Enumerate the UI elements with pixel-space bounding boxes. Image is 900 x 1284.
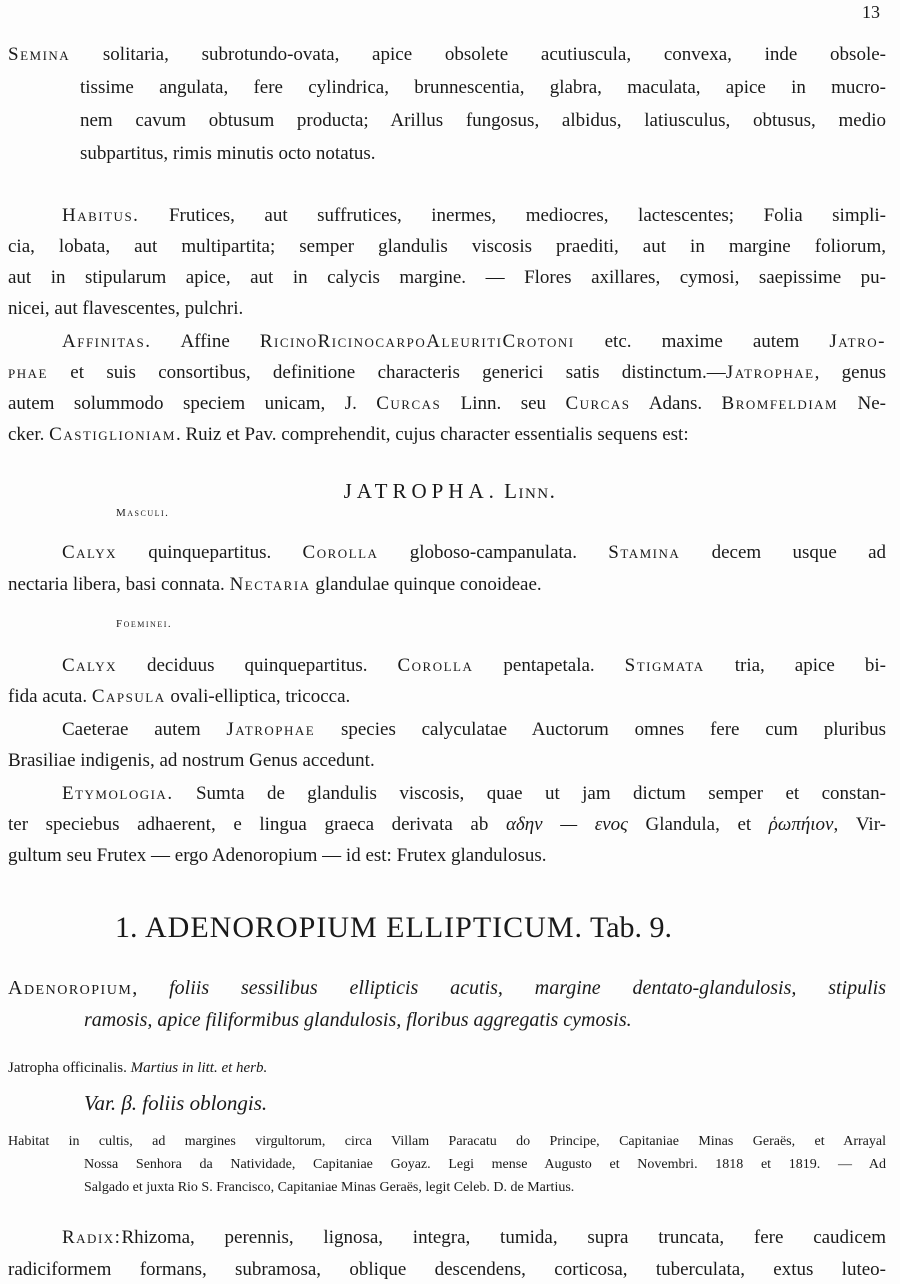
text-segment: quinquepartitus. [116,542,303,563]
semina-paragraph-line [8,38,886,71]
small-caps-term: Habitus. [62,205,140,226]
affinitas-paragraph-line [8,388,886,419]
small-caps-term: Stigmata [624,655,705,676]
small-caps-term: Nectaria [229,574,311,595]
text-segment: Sumta de glandulis viscosis, quae ut jam dictum semper et constan- [173,783,886,804]
text-segment: , [132,977,170,999]
synonym-line-line [8,1058,267,1078]
small-caps-term: Calyx [62,655,117,676]
text-segment: Salgado et juxta Rio S. Francisco, Capitaniae Minas Geraës, legit Celeb. D. de Martius. [84,1180,575,1195]
text-segment: Linn. seu [441,393,566,414]
italic-text: ῥωπήιον [768,814,834,835]
small-caps-term: Affinitas. [62,331,152,352]
habitus-paragraph-line [62,200,886,231]
text-segment: Caeterae autem [62,719,227,740]
habitat-paragraph-line [84,1153,886,1176]
diagnosis-paragraph-line [84,1004,632,1036]
text-segment: decem usque ad [680,542,887,563]
semina-paragraph-line [80,104,886,137]
small-caps-term: Jatrophae [725,362,815,383]
text-segment: deciduus quinquepartitus. [116,655,398,676]
text-segment: pentapetala. [473,655,625,676]
semina-paragraph-line [80,71,886,104]
text-segment: globoso-campanulata. [378,542,609,563]
small-caps-term: Ricino [259,331,318,352]
small-caps-term: Masculi. [116,507,170,519]
affinitas-paragraph-line [8,419,689,450]
foeminei-paragraph-line [62,650,886,681]
small-caps-term: Linn. [504,479,557,503]
habitus-paragraph-line [8,262,886,293]
text-segment: subpartitus, rimis minutis octo notatus. [80,143,376,164]
small-caps-term: Etymologia. [62,783,174,804]
foeminei-paragraph-line [8,681,350,712]
text-segment: nem cavum obtusum producta; Arillus fungosus, albidus, latiusculus, obtusus, medio [80,110,886,131]
habitus-paragraph-line [8,293,243,324]
masculi-paragraph-line [8,569,542,601]
text-segment: glandulae quinque conoideae. [310,574,542,595]
text-segment: , genus [814,362,887,383]
semina-paragraph-line [80,137,376,170]
text-segment: Glandula, et [627,814,769,835]
etymologia-paragraph-line [8,809,886,840]
species-title-line [115,908,672,948]
small-caps-term: Bromfeldiam [721,393,839,414]
text-segment: et suis consortibus, definitione characteris generici satis distinctum.— [47,362,726,383]
text-segment: gultum seu Frutex — ergo Adenoropium — id est: Frutex glandulosus. [8,845,547,866]
small-caps-term: Jatrophae [226,719,316,740]
text-segment: ADENOROPIUM ELLIPTICUM. [145,911,583,944]
small-caps-term: Foeminei. [116,618,173,630]
text-segment: solitaria, subrotundo-ovata, apice obsolete acutiuscula, convexa, inde obsole- [70,44,886,65]
text-segment: ovali-elliptica, tricocca. [165,686,351,707]
italic-text: αδην — ενος [505,814,628,835]
text-segment: Adans. [630,393,722,414]
text-segment: aut in stipularum apice, aut in calycis margine. — Flores axillares, cymosi, saepissime pu- [8,267,886,288]
small-caps-term: Ricinocarpo [317,331,427,352]
small-caps-term: Castiglioniam [49,424,176,445]
italic-text: ramosis, apice filiformibus glandulosis, floribus aggregatis cymosis. [84,1009,632,1031]
masculi-paragraph-line [62,537,886,569]
text-segment: fida acuta. [8,686,92,707]
habitat-paragraph-line [84,1176,574,1199]
text-segment: Nossa Senhora da Natividade, Capitaniae Goyaz. Legi mense Augusto et Novembri. 1818 et 1819. — Ad [84,1157,886,1172]
masculi-label-line [116,506,169,520]
text-segment: , Vir- [833,814,886,835]
habitus-paragraph-line [8,231,886,262]
small-caps-term: Radix: [62,1227,122,1248]
text-segment: JATROPHA. [343,479,499,503]
etymologia-paragraph-line [62,778,886,809]
diagnosis-paragraph-line [8,972,886,1004]
affinitas-paragraph-line [62,326,886,357]
page-number: 13 [862,2,880,22]
text-segment: etc. maxime autem [574,331,830,352]
text-segment: radiciformem formans, subramosa, oblique descendens, corticosa, tuberculata, extus luteo- [8,1259,886,1280]
text-segment: autem solummodo speciem unicam, J. [8,393,377,414]
small-caps-term: Aleuriti [426,331,503,352]
italic-text: Var. β. foliis oblongis. [84,1091,268,1115]
variety-line-line [84,1090,267,1116]
text-segment: nicei, aut flavescentes, pulchri. [8,298,244,319]
text-segment: Habitat in cultis, ad margines virgultorum, circa Villam Paracatu do Principe, Capitaniae Minas Geraës, et Arrayal [8,1134,886,1149]
text-segment: tissime angulata, fere cylindrica, brunnescentia, glabra, maculata, apice in mucro- [80,77,886,98]
text-segment: Rhizoma, perennis, lignosa, integra, tumida, supra truncata, fere caudicem [121,1227,886,1248]
small-caps-term: Stamina [608,542,681,563]
italic-text: Martius in litt. et herb. [130,1060,268,1076]
text-segment: Affine [151,331,260,352]
text-segment: species calyculatae Auctorum omnes fere cum pluribus [315,719,886,740]
italic-text: foliis sessilibus ellipticis acutis, margine dentato-glandulosis, stipulis [169,977,887,999]
small-caps-term: phae [8,362,48,383]
caeterae-paragraph-line [62,714,886,745]
small-caps-term: Crotoni [502,331,575,352]
small-caps-term: Jatro- [829,331,886,352]
text-segment: cker. [8,424,50,445]
radix-paragraph-line [8,1254,886,1284]
small-caps-term: Adenoropium [8,977,133,999]
small-caps-term: Calyx [62,542,117,563]
text-segment: cia, lobata, aut multipartita; semper glandulis viscosis praediti, aut in margine foliorum, [8,236,886,257]
affinitas-paragraph-line [8,357,886,388]
text-segment: Tab. 9. [583,911,673,944]
text-segment: tria, apice bi- [704,655,886,676]
caeterae-paragraph-line [8,745,375,776]
small-caps-term: Curcas [565,393,631,414]
small-caps-term: Corolla [302,542,379,563]
radix-paragraph-line [62,1222,886,1254]
text-segment: . Ruiz et Pav. comprehendit, cujus character essentialis sequens est: [175,424,689,445]
habitat-paragraph-line [8,1130,886,1153]
text-segment: Jatropha officinalis. [8,1060,131,1076]
small-caps-term: Curcas [376,393,442,414]
text-segment: nectaria libera, basi connata. [8,574,230,595]
text-segment: Brasiliae indigenis, ad nostrum Genus accedunt. [8,750,375,771]
foeminei-label-line [116,617,172,631]
text-segment: Frutices, aut suffrutices, inermes, mediocres, lactescentes; Folia simpli- [139,205,886,226]
text-segment: 1. [115,911,145,944]
etymologia-paragraph-line [8,840,546,871]
text-segment: ter speciebus adhaerent, e lingua graeca derivata ab [8,814,506,835]
small-caps-term: Semina [8,44,71,65]
genus-heading-line [0,476,900,506]
text-segment: Ne- [838,393,886,414]
small-caps-term: Capsula [91,686,166,707]
small-caps-term: Corolla [397,655,474,676]
